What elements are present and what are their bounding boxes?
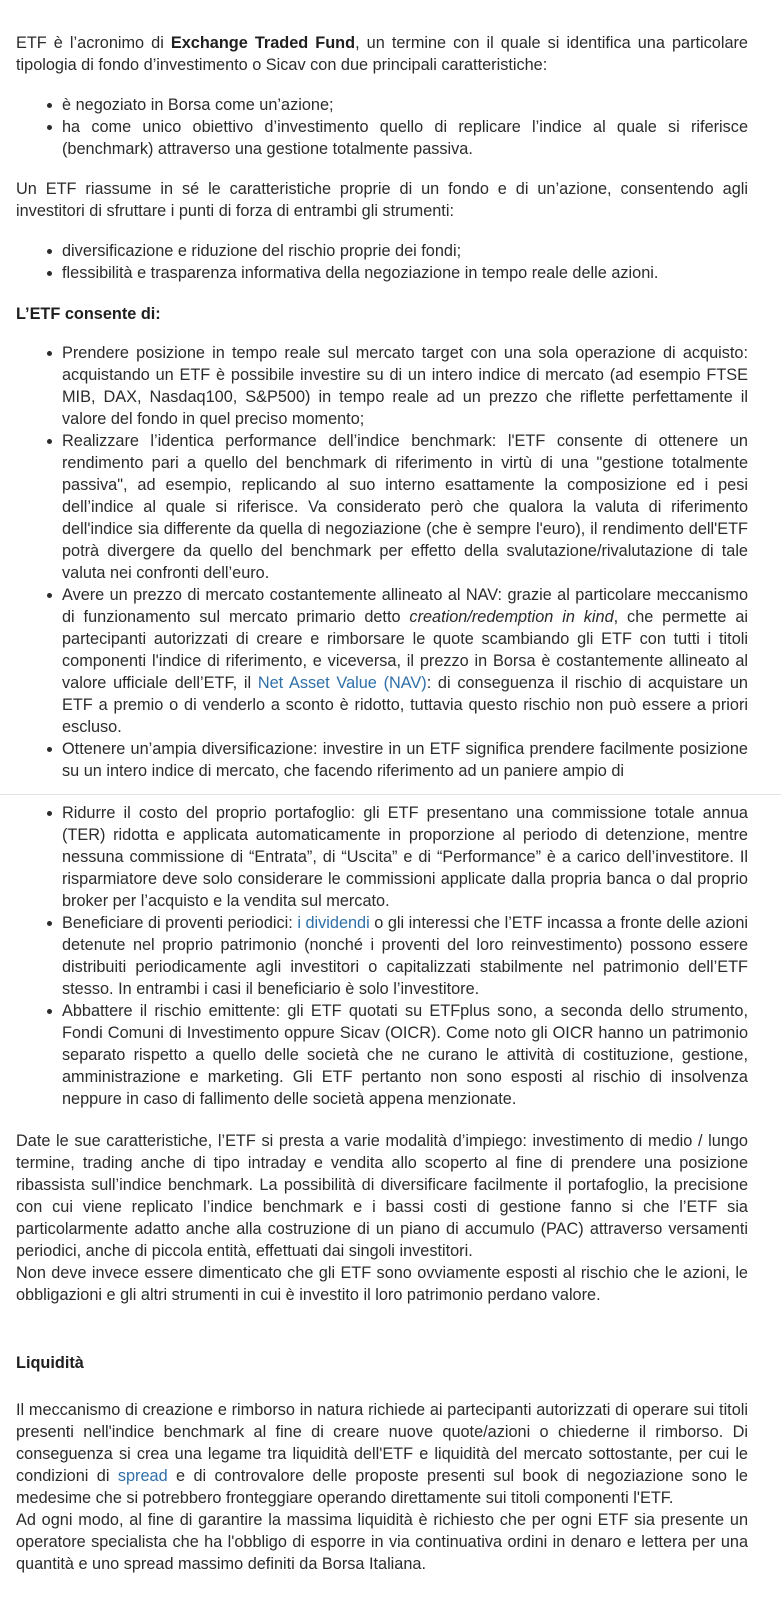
etf-term: Exchange Traded Fund [170, 34, 356, 52]
benefit-item: Ridurre il costo del proprio portafoglio: gli ETF presentano una commissione totale annua (TER) ridotta e applicata automaticamente in proporzione al periodo di detenzione, mentre nessuna commissione di “Entrata”, di “Uscita” e di “Performance” è a carico dell’investitore. Il risparmiatore deve solo considerare le commissioni applicate dalla propria banca o dal proprio broker per l’acquisto e la vendita sul mercato. [62, 804, 748, 910]
benefit-item: Ottenere un’ampia diversificazione: investire in un ETF significa prendere facilmente posizione su un intero indice di mercato, che facendo riferimento ad un paniere ampio di [62, 740, 748, 780]
benefit-item: Beneficiare di proventi periodici: i dividendi o gli interessi che l’ETF incassa a fronte delle azioni detenute nel proprio patrimonio (nonché i proventi del loro reinvestimento) possono essere distribuiti periodicamente agli investitori o capitalizzati stabilmente nel patrimonio dell’ETF stesso. In entrambi i casi il beneficiario è solo l’investitore. [62, 914, 748, 998]
specialist-paragraph: Ad ogni modo, al fine di garantire la massima liquidità è richiesto che per ogni ETF sia presente un operatore specialista che ha l'obbligo di esporre in via continuativa ordini in denaro e lettera per una quantità e uno spread massimo definiti da Borsa Italiana. [16, 1511, 748, 1573]
benefit-item: Realizzare l’identica performance dell’indice benchmark: l'ETF consente di ottenere un rendimento pari a quello del benchmark di riferimento in virtù di una "gestione totalmente passiva", ad esempio, replicando al suo interno esattamente la composizione ed i pesi dell’indice al quale si riferisce. Va considerato però che qualora la valuta di riferimento dell'indice sia differente da quella di negoziazione (che è sempre l'euro), il rendimento dell'ETF potrà divergere da quello del benchmark per effetto della svalutazione/rivalutazione di tale valuta nei confronti dell’euro. [62, 432, 748, 582]
benefit-item: Avere un prezzo di mercato costantemente allineato al NAV: grazie al particolare meccanismo di funzionamento sul mercato primario detto creation/redemption in kind, che permette ai partecipanti autorizzati di creare e rimborsare le quote scambiando gli ETF con tutti i titoli componenti l'indice di riferimento, e viceversa, il prezzo in Borsa è costantemente allineato al valore ufficiale dell’ETF, il Net Asset Value (NAV): di conseguenza il rischio di acquistare un ETF a premio o di venderlo a sconto è ridotto, tuttavia questo rischio non può essere a priori escluso. [62, 586, 748, 736]
article-top-section [16, 32, 748, 786]
article-bottom-section [16, 802, 748, 1592]
features-list [16, 94, 748, 160]
benefits-list-continued [16, 802, 748, 1110]
benefit-item: Abbattere il rischio emittente: gli ETF quotati su ETFplus sono, a seconda dello strumento, Fondi Comuni di Investimento oppure Sicav (OICR). Come noto gli OICR hanno un patrimonio separato rispetto a quello delle società che ne curano le attività di costituzione, gestione, amministrazione e marketing. Gli ETF pertanto non sono esposti al rischio di insolvenza neppure in caso di fallimento delle società appena menzionate. [62, 1002, 748, 1108]
list-item: flessibilità e trasparenza informativa della negoziazione in tempo reale delle azioni. [62, 262, 748, 284]
risk-paragraph: Non deve invece essere dimenticato che gli ETF sono ovviamente esposti al rischio che le azioni, le obbligazioni e gli altri strumenti in cui è investito il loro patrimonio perdano valore. [16, 1264, 748, 1304]
nav-link[interactable]: Net Asset Value (NAV) [257, 674, 427, 692]
benefit-item: Prendere posizione in tempo reale sul mercato target con una sola operazione di acquisto: acquistando un ETF è possibile investire su di un intero indice di mercato (ad esempio FTSE MIB, DAX, Nasdaq100, S&P500) in tempo reale ad un prezzo che riflette perfettamente il valore del fondo in quel preciso momento; [62, 344, 748, 428]
liquidity-paragraph: Il meccanismo di creazione e rimborso in natura richiede ai partecipanti autorizzati di operare sui titoli presenti nell'indice benchmark al fine di creare nuove quote/azioni o chiederne il rimborso. Di conseguenza si crea una legame tra liquidità dell'ETF e liquidità del mercato sottostante, per cui le condizioni di spread e di controvalore delle proposte presenti sul book di negoziazione sono le medesime che si potrebbero fronteggiare operando direttamente sui titoli componenti l'ETF. [16, 1401, 748, 1507]
liquidity-heading: Liquidità [16, 1354, 84, 1372]
hybrid-paragraph: Un ETF riassume in sé le caratteristiche proprie di un fondo e di un’azione, consentendo agli investitori di sfruttare i punti di forza di entrambi gli strumenti: [16, 180, 748, 220]
dividends-link[interactable]: i dividendi [297, 914, 370, 932]
consente-heading: L’ETF consente di: [16, 305, 161, 323]
strengths-list [16, 240, 748, 284]
creation-redemption-term: creation/redemption in kind [409, 608, 614, 626]
intro-paragraph: ETF è l’acronimo di Exchange Traded Fund, un termine con il quale si identifica una particolare tipologia di fondo d’investimento o Sicav con due principali caratteristiche: [16, 34, 748, 74]
list-item: è negoziato in Borsa come un’azione; [62, 94, 748, 116]
section-divider [0, 794, 781, 795]
list-item: ha come unico obiettivo d’investimento quello di replicare l’indice al quale si riferisce (benchmark) attraverso una gestione totalmente passiva. [62, 118, 748, 158]
spread-link[interactable]: spread [117, 1467, 168, 1485]
usage-paragraph: Date le sue caratteristiche, l’ETF si presta a varie modalità d’impiego: investimento di medio / lungo termine, trading anche di tipo intraday e vendita allo scoperto al fine di prendere una posizione ribassista sull’indice benchmark. La possibilità di diversificare facilmente il portafoglio, la precisione con cui viene replicato l’indice benchmark e i bassi costi di gestione fanno si che l’ETF sia particolarmente adatto anche alla costruzione di un piano di accumulo (PAC) attraverso versamenti periodici, anche di piccola entità, effettuati dai singoli investitori. [16, 1132, 748, 1260]
list-item: diversificazione e riduzione del rischio proprie dei fondi; [62, 240, 748, 262]
benefits-list [16, 342, 748, 782]
